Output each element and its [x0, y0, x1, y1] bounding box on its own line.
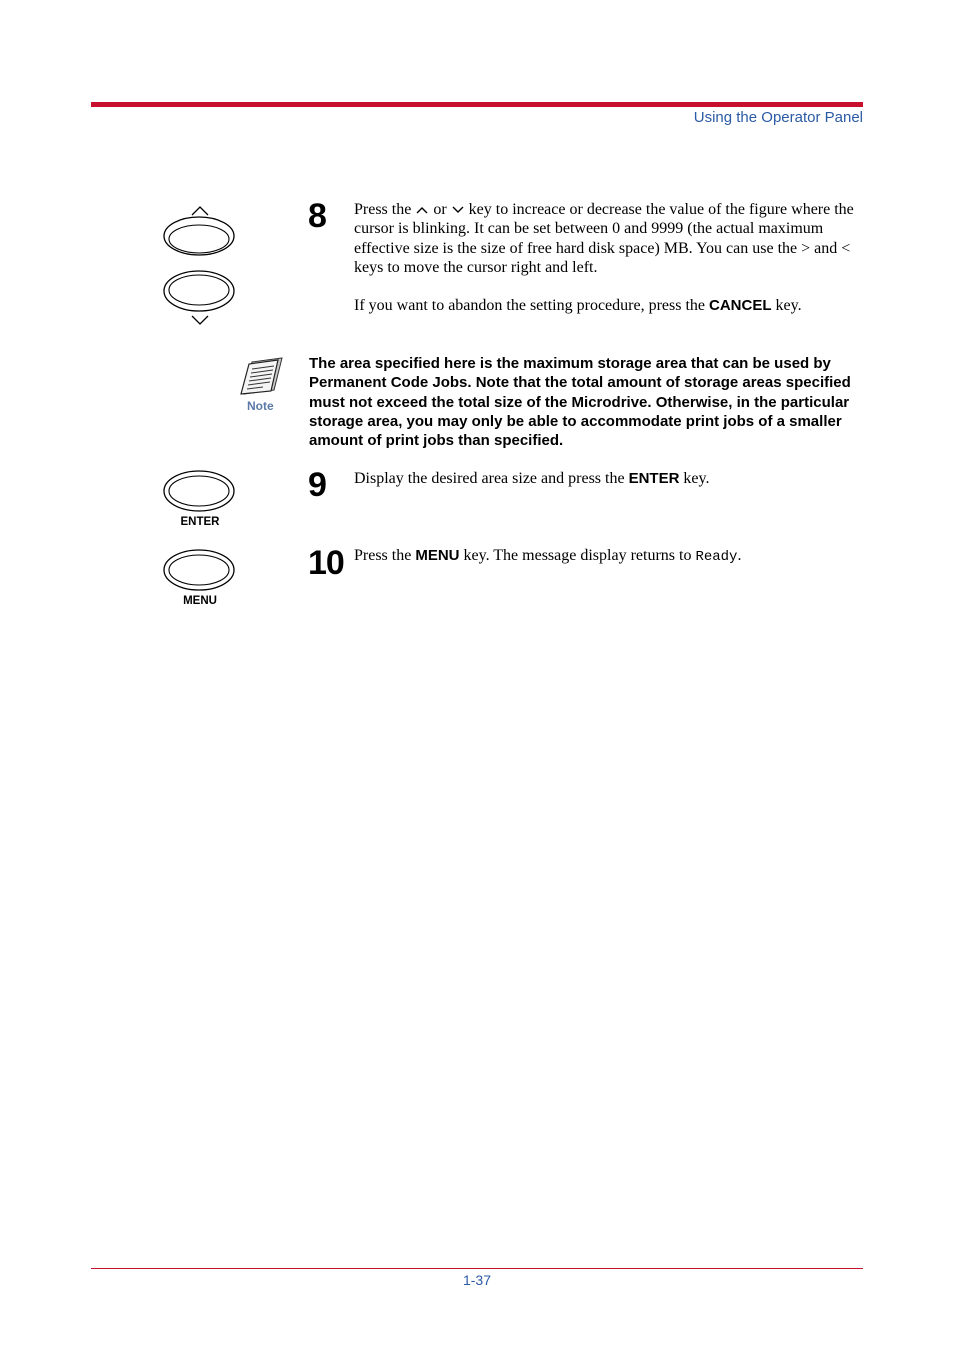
menu-key-svg — [160, 546, 240, 594]
step-10-period: . — [737, 547, 742, 564]
step-number: 10 — [308, 544, 344, 582]
step-9-text — [354, 469, 866, 488]
chevron-down-icon — [192, 316, 208, 324]
down-key-button — [164, 271, 234, 311]
enter-key-illustration — [160, 467, 240, 528]
step-number: 8 — [308, 197, 326, 235]
menu-key-name: MENU — [415, 547, 460, 564]
footer-rule — [91, 1268, 863, 1269]
step-8-press-the: Press the — [354, 201, 412, 218]
enter-key-name: ENTER — [628, 470, 680, 487]
running-header: Using the Operator Panel — [693, 109, 863, 126]
chevron-up-icon — [192, 207, 208, 215]
step-10-text — [354, 546, 866, 567]
note-text: The area specified here is the maximum storage area that can be used by Permanent Code Jobs. Note that the total amount of storage areas specified must not exceed the total size of the Microdrive. Otherwise, in the particular storage area, you may only be able to accommodate print jobs of a smaller amount of print jobs than specified. — [309, 355, 851, 450]
step-8-text — [354, 200, 866, 277]
step-8-cancel-text — [354, 296, 866, 315]
header-rule — [91, 102, 863, 107]
page-number: 1-37 — [462, 1272, 492, 1288]
step-10-instruction: Press the — [354, 547, 412, 564]
note-icon-block — [238, 356, 286, 413]
step-9-suffix: key. — [683, 470, 710, 487]
chevron-up-icon — [415, 205, 429, 215]
enter-key-label: ENTER — [180, 516, 220, 528]
up-down-keys-illustration — [160, 203, 240, 327]
step-10-middle: key. The message display returns to — [463, 547, 692, 564]
note-label: Note — [247, 399, 274, 413]
menu-key-label: MENU — [183, 595, 217, 607]
step-8-or: or — [433, 201, 447, 218]
up-down-keys-svg — [160, 203, 240, 327]
menu-key-illustration — [160, 546, 240, 607]
note-document-icon — [238, 356, 286, 398]
display-message: Ready — [695, 549, 738, 565]
step-number: 9 — [308, 466, 326, 504]
up-key-button — [164, 217, 234, 255]
chevron-down-icon — [451, 205, 465, 215]
enter-key-svg — [160, 467, 240, 515]
step-8-instruction: key to increace or decrease the value of the figure where the cursor is blinking. It can be set between 0 and 9999 (the actual maximum effective size is the size of free hard disk space) MB. You can use the > and < keys to move the cursor right and left. — [354, 201, 854, 276]
cancel-instruction: If you want to abandon the setting procedure, press the — [354, 297, 706, 314]
cancel-key-name: CANCEL — [709, 297, 772, 314]
cancel-key-suffix: key. — [775, 297, 802, 314]
step-9-instruction: Display the desired area size and press the — [354, 470, 625, 487]
